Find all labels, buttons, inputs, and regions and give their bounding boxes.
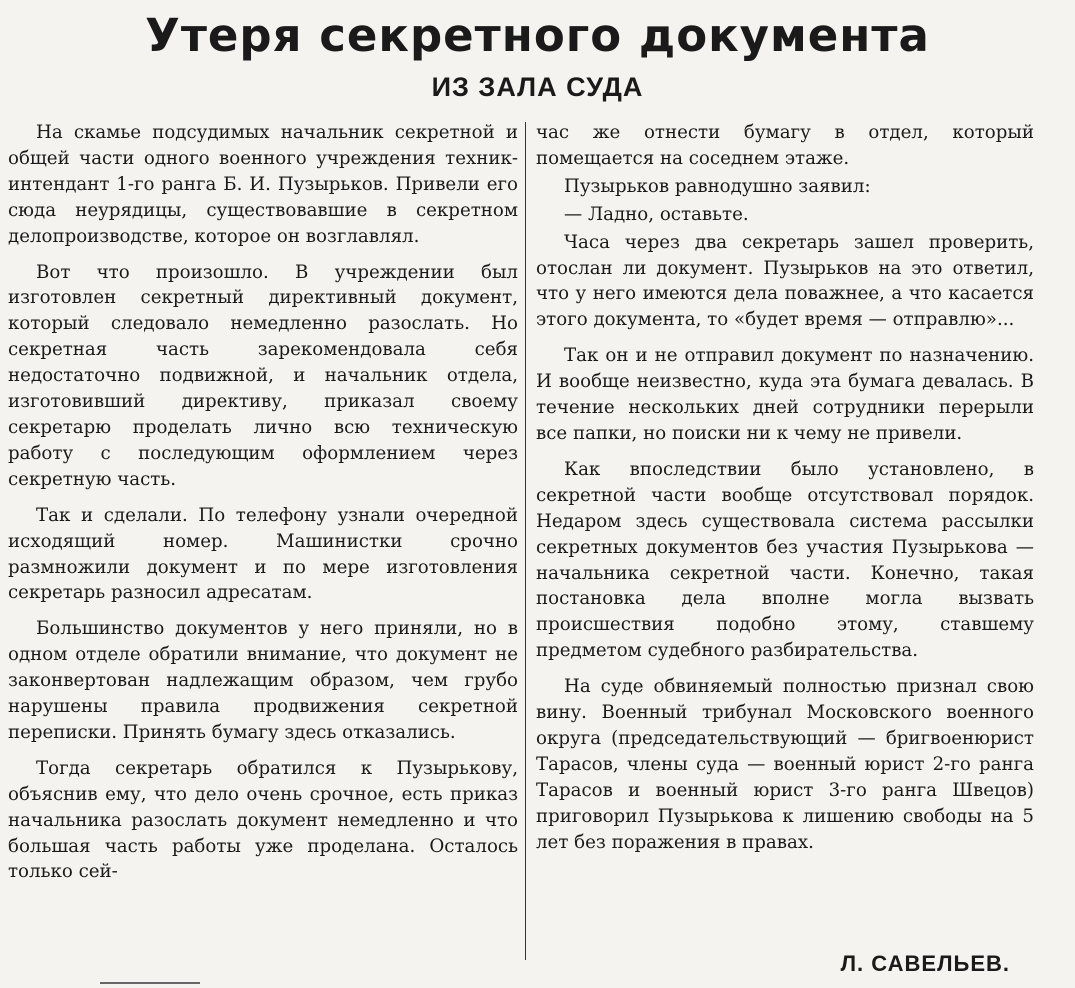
paragraph: Часа через два секретарь зашел проверить, отослан ли документ. Пузырьков на это ответил, что у него имеются дела поважнее, а что касается этого документа, то «будет время — отправлю»... — [536, 231, 1034, 331]
paragraph: Вот что произошло. В учреждении был изготовлен секретный директивный документ, который следовало немедленно разослать. Но секретная часть зарекомендовала себя недостаточно подвижной, и начальник отдела, изготовивший директиву, приказал своему секретарю проделать лично всю техническую работу с последующим оформлением через секретную часть. — [8, 261, 518, 490]
paragraph: Тогда секретарь обратился к Пузырькову, объяснив ему, что дело очень срочное, есть приказ начальника разослать документ немедленно и что большая часть работы уже проделана. Осталось только сей- — [8, 757, 518, 883]
paragraph: На суде обвиняемый полностью признал свою вину. Военный трибунал Московского военного округа (председательствующий — бригвоенюрист Тарасов, члены суда — военный юрист 2-го ранга Тарасов и военный юрист 3-го ранга Швецов) приговорил Пузырькова к лишению свободы на 5 лет без поражения в правах. — [536, 676, 1034, 853]
paragraph: час же отнести бумагу в отдел, который помещается на соседнем этаже. — [536, 122, 1034, 169]
paragraph: Так и сделали. По телефону узнали очередной исходящий номер. Машинистки срочно размножили документ и по мере изготовления секретарь разносил адресатам. — [8, 504, 518, 604]
paragraph: Большинство документов у него приняли, но в одном отделе обратили внимание, что документ не законвертован надлежащим образом, чем грубо нарушены правила продвижения секретной переписки. Принять бумагу здесь отказались. — [8, 618, 518, 743]
bottom-rule — [100, 982, 200, 984]
paragraph: — Ладно, оставьте. — [564, 203, 749, 225]
article-subheadline: ИЗ ЗАЛА СУДА — [431, 72, 644, 102]
left-column — [8, 120, 518, 895]
article-headline: Утеря секретного документа — [145, 9, 930, 62]
right-column — [536, 120, 1034, 865]
paragraph: На скамье подсудимых начальник секретной и общей части одного военного учреждения техник-интендант 1-го ранга Б. И. Пузырьков. Привели его сюда неурядицы, существовавшие в секретном делопроизводстве, которое он возглавлял. — [8, 122, 518, 247]
paragraph: Так он и не отправил документ по назначению. И вообще неизвестно, куда эта бумага девалась. В течение нескольких дней сотрудники перерыли все папки, но поиски ни к чему не привели. — [536, 345, 1034, 444]
author-signature: Л. САВЕЛЬЕВ. — [840, 951, 1010, 976]
column-divider — [525, 122, 526, 960]
paragraph: Как впоследствии было установлено, в секретной части вообще отсутствовал порядок. Недаром здесь существовала система рассылки секретных документов без участия Пузырькова — начальника секретной части. Конечно, такая постановка дела вполне могла вызвать происшествия подобно этому, ставшему предметом судебного разбирательства. — [536, 458, 1034, 662]
paragraph: Пузырьков равнодушно заявил: — [564, 175, 871, 197]
